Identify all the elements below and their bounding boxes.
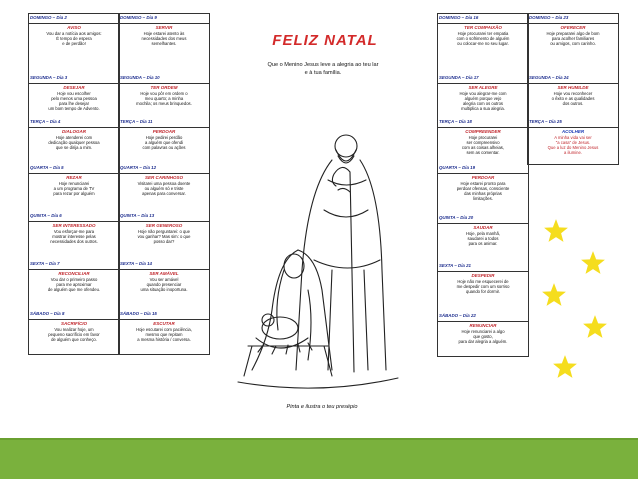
activity-line: pequeno sacrifício em favor: [48, 331, 100, 337]
activity-line: quando presenciar: [146, 281, 182, 287]
day-activity: [119, 128, 209, 164]
activity-title: DESPEDIR: [471, 273, 495, 278]
greeting-text: [248, 61, 398, 77]
calendar-day-box: [29, 14, 119, 74]
greeting-line-2: e à tua família.: [304, 70, 342, 76]
activity-line: Hoje atenderei com: [55, 134, 93, 140]
activity-title: DESEJAR: [63, 85, 85, 90]
day-activity: [119, 222, 209, 260]
activity-line: Hoje renunciarei: [58, 180, 90, 186]
activity-line: Hoje não me esquecerei de: [457, 278, 509, 284]
day-activity: [438, 174, 528, 214]
activity-line: das minhas próprias: [464, 190, 502, 196]
activity-line: A minha vida vai ser: [554, 134, 592, 140]
day-header: QUINTA – Dia 20: [438, 214, 528, 224]
activity-line: Hoje estarei atento às: [143, 30, 185, 36]
activity-title: SACRIFÍCIO: [60, 321, 87, 326]
activity-line: Hoje estarei pronto para: [460, 180, 506, 186]
calendar-column-days-2-8: [28, 13, 120, 355]
activity-line: posso dar?: [153, 238, 175, 244]
day-activity: [528, 128, 618, 164]
day-activity: [29, 320, 119, 354]
activity-line: mesmo que repitam: [145, 331, 183, 337]
activity-line: Vou ser amável: [149, 276, 179, 282]
day-header: SEXTA – Dia 7: [29, 260, 119, 270]
activity-line: perdoar ofensas, consciente: [456, 185, 510, 191]
activity-line: apenas para conversar.: [142, 190, 186, 196]
activity-line: "a casa" de Jesus.: [555, 139, 591, 145]
calendar-day-box: [29, 164, 119, 212]
activity-title: REZAR: [66, 175, 82, 180]
calendar-day-box: [119, 310, 209, 354]
day-activity: [119, 174, 209, 212]
day-header: SÁBADO – Dia 8: [29, 310, 119, 320]
calendar-day-box: [119, 74, 209, 118]
activity-title: PERDOAR: [471, 175, 495, 180]
star-icon: [552, 354, 578, 380]
star-icon: [582, 314, 608, 340]
activity-title: RENUNCIAR: [469, 323, 497, 328]
calendar-day-box: [119, 14, 209, 74]
day-header: DOMINGO – Dia 2: [29, 14, 119, 24]
activity-line: para rezar por alguém: [53, 190, 95, 196]
day-activity: [119, 84, 209, 118]
activity-title: COMPREENDER: [465, 129, 501, 134]
activity-line: Hoje não perguntarei: o que: [138, 228, 190, 234]
activity-line: necessidades dos outros.: [50, 238, 98, 244]
day-header: TERÇA – Dia 25: [528, 118, 618, 128]
activity-line: me despedir com um sorriso: [456, 283, 510, 289]
activity-line: para os animar.: [468, 240, 498, 246]
activity-line: um bom tempo de Advento.: [48, 105, 100, 111]
activity-line: ou alguém só e triste: [144, 185, 184, 191]
activity-title: OFERECER: [560, 25, 586, 30]
day-header: SEGUNDA – Dia 10: [119, 74, 209, 84]
activity-title: SER ALEGRE: [468, 85, 498, 90]
star-icon: [541, 282, 567, 308]
activity-line: Hoje pedirei perdão: [145, 134, 183, 140]
greeting-line-1: Que o Menino Jesus leve a alegria ao teu lar: [267, 62, 379, 68]
activity-line: ser compreensivo: [466, 139, 500, 145]
nativity-illustration: [228, 120, 408, 400]
activity-title: PERDOAR: [152, 129, 176, 134]
activity-line: que se dirija a mim.: [55, 144, 93, 150]
day-activity: [119, 320, 209, 354]
calendar-day-box: [119, 118, 209, 164]
day-header: SEGUNDA – Dia 17: [438, 74, 528, 84]
activity-title: SAUDAR: [473, 225, 493, 230]
activity-line: com o sofrimento de alguém: [456, 35, 510, 41]
activity-line: vou ganhar? Mas sim: o que: [137, 233, 191, 239]
activity-line: mostrar interesse pelas: [52, 233, 96, 239]
activity-title: SERVIR: [155, 25, 173, 30]
day-activity: [438, 322, 528, 356]
activity-line: semelhantes.: [151, 40, 177, 46]
activity-line: quando for dormir.: [466, 288, 500, 294]
day-activity: [528, 84, 618, 118]
day-header: QUARTA – Dia 12: [119, 164, 209, 174]
activity-line: Que a luz do Menino Jesus: [547, 144, 599, 150]
activity-line: Hoje vou escolher: [57, 90, 91, 96]
page-title: FELIZ NATAL: [272, 32, 378, 49]
activity-line: Hoje procurarei ter empatia: [457, 30, 509, 36]
day-header: SEXTA – Dia 21: [438, 262, 528, 272]
day-activity: [438, 84, 528, 118]
calendar-column-days-9-15: [118, 13, 210, 355]
day-header: SEGUNDA – Dia 24: [528, 74, 618, 84]
calendar-day-box: [438, 214, 528, 262]
calendar-day-box: [29, 74, 119, 118]
activity-line: multiplica a sua alegria.: [461, 105, 505, 111]
day-header: SEXTA – Dia 14: [119, 260, 209, 270]
day-header: SEGUNDA – Dia 3: [29, 74, 119, 84]
calendar-day-box: [438, 262, 528, 312]
day-activity: [119, 24, 209, 74]
calendar-column-days-16-22: [437, 13, 529, 357]
calendar-day-box: [438, 14, 528, 74]
calendar-day-box: [528, 14, 618, 74]
day-activity: [438, 128, 528, 164]
activity-title: SER HUMILDE: [557, 85, 589, 90]
day-header: QUINTA – Dia 6: [29, 212, 119, 222]
activity-title: RECONCILIAR: [58, 271, 90, 276]
calendar-day-box: [29, 260, 119, 310]
day-header: SÁBADO – Dia 15: [119, 310, 209, 320]
calendar-day-box: [528, 74, 618, 118]
activity-line: saudarei a todos: [467, 235, 499, 241]
activity-line: Hoje vou pôr em ordem o: [140, 90, 188, 96]
activity-line: Vou dar o primeiro passo: [50, 276, 98, 282]
star-icon: [543, 218, 569, 244]
activity-title: SER AMÁVEL: [149, 271, 179, 276]
activity-line: a ilumine.: [564, 149, 582, 155]
activity-title: TER COMPAIXÃO: [464, 25, 502, 30]
day-activity: [29, 128, 119, 164]
calendar-day-box: [438, 74, 528, 118]
calendar-day-box: [528, 118, 618, 164]
day-header: DOMINGO – Dia 9: [119, 14, 209, 24]
calendar-day-box: [119, 260, 209, 310]
day-header: DOMINGO – Dia 16: [438, 14, 528, 24]
day-header: QUARTA – Dia 5: [29, 164, 119, 174]
activity-line: alegria com os outros: [462, 100, 504, 106]
day-header: SÁBADO – Dia 22: [438, 312, 528, 322]
activity-line: dos outros.: [562, 100, 584, 106]
activity-title: AVISO: [67, 25, 81, 30]
day-header: QUINTA – Dia 13: [119, 212, 209, 222]
day-activity: [438, 24, 528, 74]
calendar-column-days-23-25: [527, 13, 619, 165]
activity-line: para lhe desejar: [58, 100, 90, 106]
activity-line: Vou esforçar-me para: [53, 228, 95, 234]
activity-title: ESCUTAR: [153, 321, 175, 326]
calendar-day-box: [29, 212, 119, 260]
day-activity: [119, 270, 209, 310]
day-activity: [438, 224, 528, 262]
activity-line: uma situação inoportuna.: [140, 286, 188, 292]
star-icon: [580, 250, 606, 276]
activity-line: a mesma história / conversa.: [137, 336, 191, 342]
activity-line: Hoje procurarei: [468, 134, 498, 140]
activity-line: Hoje prepararei algo de bom: [546, 30, 600, 36]
activity-title: SER GENEROSO: [145, 223, 183, 228]
day-header: TERÇA – Dia 11: [119, 118, 209, 128]
coloring-instruction: Pinta e ilustra o teu presépio: [286, 404, 358, 410]
day-activity: [29, 222, 119, 260]
activity-line: para acolher familiares: [551, 35, 595, 41]
activity-line: Visitarei uma pessoa doente: [137, 180, 191, 186]
activity-line: de alguém que me ofendeu.: [47, 286, 101, 292]
activity-line: ou colocar-me no seu lugar.: [457, 40, 509, 46]
activity-line: Hoje vou reconhecer: [553, 90, 593, 96]
activity-line: Hoje escutarei com paciência,: [136, 326, 192, 332]
activity-line: o êxito e as qualidades: [551, 95, 595, 101]
activity-line: Hoje renunciarei a algo: [461, 328, 505, 334]
activity-line: Hoje, pela manhã,: [466, 230, 500, 236]
activity-line: e de perdão!: [62, 40, 86, 46]
activity-line: mochila; os meus brinquedos.: [136, 100, 192, 106]
activity-title: SER CARINHOSO: [144, 175, 183, 180]
activity-title: DIALOGAR: [62, 129, 86, 134]
activity-line: pelo menos uma pessoa: [51, 95, 97, 101]
activity-line: para dar alegria a alguém.: [458, 338, 508, 344]
day-activity: [29, 174, 119, 212]
day-activity: [29, 84, 119, 118]
calendar-day-box: [119, 164, 209, 212]
footer-divider: [0, 438, 638, 440]
calendar-day-box: [438, 118, 528, 164]
activity-line: de alguém que conheço.: [51, 336, 97, 342]
activity-line: Vou realizar hoje, um: [54, 326, 94, 332]
day-activity: [29, 270, 119, 310]
activity-line: com palavras ou ações: [142, 144, 186, 150]
day-activity: [438, 272, 528, 312]
activity-line: limitações.: [473, 195, 493, 201]
day-activity: [29, 24, 119, 74]
activity-title: SER INTERESSADO: [52, 223, 96, 228]
day-header: TERÇA – Dia 4: [29, 118, 119, 128]
calendar-day-box: [438, 164, 528, 214]
calendar-day-box: [438, 312, 528, 356]
activity-line: meu quarto; a minha: [144, 95, 184, 101]
activity-line: para me aproximar: [56, 281, 92, 287]
activity-line: dedicação qualquer pessoa: [48, 139, 100, 145]
activity-line: a um programa de TV: [53, 185, 95, 191]
activity-line: alguém porque vejo: [464, 95, 502, 101]
activity-line: Hoje vou alegrar-me com: [459, 90, 507, 96]
calendar-day-box: [29, 118, 119, 164]
activity-title: TER ORDEM: [150, 85, 178, 90]
calendar-day-box: [119, 212, 209, 260]
calendar-day-box: [29, 310, 119, 354]
activity-line: Vou dar a notícia aos amigos:: [46, 30, 102, 36]
activity-line: É tempo de espera: [56, 35, 92, 41]
day-header: DOMINGO – Dia 23: [528, 14, 618, 24]
day-header: TERÇA – Dia 18: [438, 118, 528, 128]
activity-line: ou amigos, com carinho.: [550, 40, 596, 46]
day-activity: [528, 24, 618, 74]
activity-line: necessidades dos meus: [141, 35, 187, 41]
activity-line: com as coisas alheias,: [461, 144, 505, 150]
activity-title: ACOLHER: [561, 129, 585, 134]
day-header: QUARTA – Dia 19: [438, 164, 528, 174]
activity-line: que gosto,: [473, 333, 493, 339]
activity-line: sem as comentar.: [466, 149, 500, 155]
activity-line: a alguém que ofendi: [145, 139, 183, 145]
footer-band: [0, 438, 638, 479]
